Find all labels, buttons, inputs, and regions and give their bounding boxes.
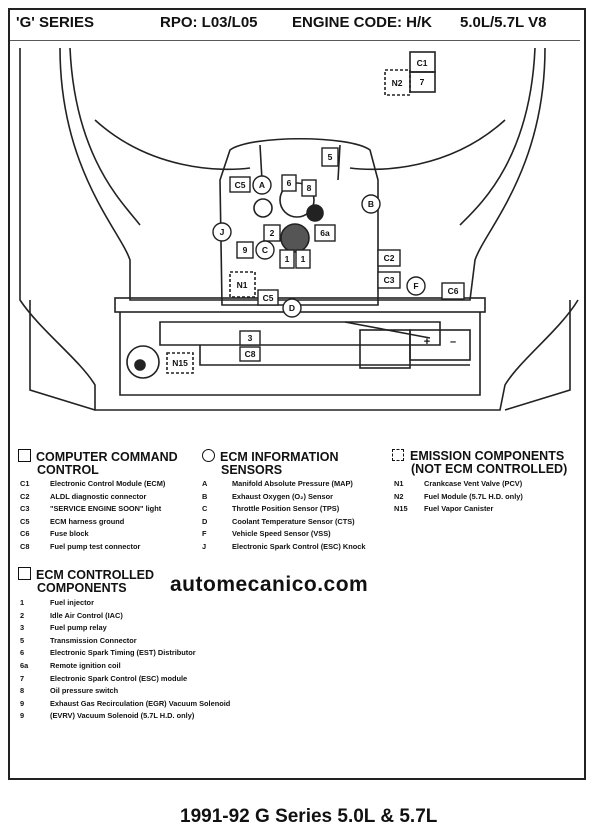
list-item: N1 Crankcase Vent Valve (PCV) [394,479,523,488]
list-item: C Throttle Position Sensor (TPS) [202,504,340,514]
label-c2: C2 [383,253,395,263]
list-item: 3 Fuel pump relay [20,623,107,633]
emission-list [394,478,523,516]
list-item: 6a Remote ignition coil [20,660,121,670]
list-item: 8 Oil pressure switch [20,686,119,696]
list-item: F Vehicle Speed Sensor (VSS) [202,529,331,539]
list-item: J Electronic Spark Control (ESC) Knock [202,541,366,551]
label-n1: N1 [236,280,248,290]
label-n15: N15 [172,358,188,368]
square-symbol-icon [18,567,31,580]
list-item: B Exhaust Oxygen (O₂) Sensor [202,491,334,501]
label-n2: N2 [391,78,403,88]
list-item: C3 "SERVICE ENGINE SOON" light [20,504,162,514]
label-d: D [288,303,296,313]
legend-sensors-heading: ECM INFORMATION SENSORS [202,449,339,477]
engine-code: ENGINE CODE: H/K [292,14,433,31]
dashed-square-symbol-icon [392,449,404,461]
legend-controlled-heading: ECM CONTROLLED COMPONENTS [18,567,154,595]
list-item: 5 Transmission Connector [20,635,137,645]
legend-ccc-heading: COMPUTER COMMAND CONTROL [18,449,178,477]
list-item: 6 Electronic Spark Timing (EST) Distributor [20,648,196,658]
rpo-code: RPO: L03/L05 [160,14,258,31]
ccc-list [20,478,165,554]
circle-symbol-icon [202,449,215,462]
label-c: C [261,245,269,255]
list-item: N2 Fuel Module (5.7L H.D. only) [394,491,523,501]
list-item: 9 (EVRV) Vacuum Solenoid (5.7L H.D. only) [20,711,195,721]
label-5: 5 [327,152,333,162]
square-symbol-icon [18,449,31,462]
battery-minus: – [449,336,457,348]
label-c1: C1 [416,58,428,68]
list-item: C5 ECM harness ground [20,516,125,526]
list-item: N15 Fuel Vapor Canister [394,504,494,514]
controlled-list [20,597,230,723]
label-7: 7 [419,77,425,87]
label-j: J [219,227,225,237]
label-8: 8 [306,183,312,193]
label-3: 3 [247,333,253,343]
list-item: C8 Fuel pump test connector [20,541,141,551]
list-item: C6 Fuse block [20,529,89,539]
list-item: C1 Electronic Control Module (ECM) [20,479,166,488]
legend-emission-heading: EMISSION COMPONENTS (NOT ECM CONTROLLED) [392,449,567,476]
figure-caption: 1991-92 G Series 5.0L & 5.7L [180,806,438,827]
label-1-left: 1 [284,254,290,264]
series-title: 'G' SERIES [16,14,94,31]
label-1-right: 1 [300,254,306,264]
label-c5-lower: C5 [262,293,274,303]
label-f: F [413,281,419,291]
label-b: B [367,199,375,209]
list-item: A Manifold Absolute Pressure (MAP) [202,479,353,488]
label-9: 9 [242,245,248,255]
engine-bay-diagram [10,40,580,438]
label-c8: C8 [244,349,256,359]
label-6a: 6a [320,228,330,238]
label-2: 2 [269,228,275,238]
list-item: 2 Idle Air Control (IAC) [20,610,123,620]
list-item: 7 Electronic Spark Control (ESC) module [20,673,188,683]
list-item: 1 Fuel injector [20,598,94,607]
list-item: D Coolant Temperature Sensor (CTS) [202,516,355,526]
label-a: A [258,180,266,190]
sensors-list [202,478,365,554]
list-item: 9 Exhaust Gas Recirculation (EGR) Vacuum Solenoid [20,698,231,708]
watermark: automecanico.com [170,573,369,596]
label-c5-upper: C5 [234,180,246,190]
label-6: 6 [286,178,292,188]
label-c6: C6 [447,286,459,296]
label-c3: C3 [383,275,395,285]
displacement: 5.0L/5.7L V8 [460,14,547,31]
list-item: C2 ALDL diagnostic connector [20,491,147,501]
battery-plus: + [423,336,431,348]
